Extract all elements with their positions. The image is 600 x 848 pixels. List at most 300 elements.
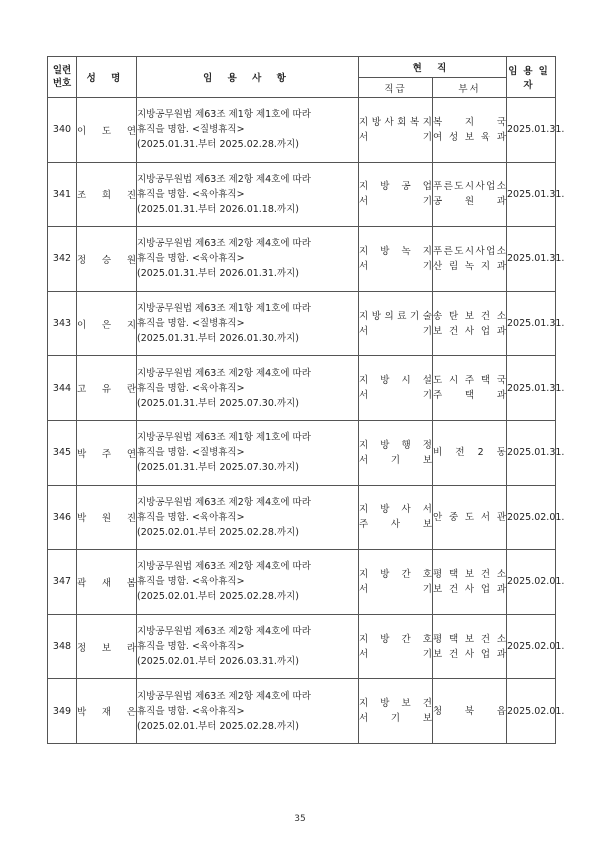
person-name-char: 원 — [101, 513, 112, 525]
current-rank — [359, 614, 433, 679]
department-line-char: 산 — [433, 260, 443, 272]
serial-number: 341 — [48, 162, 77, 227]
rank-line-char: 의 — [384, 310, 394, 322]
appointment-line: 휴직을 명함. <육아휴직> — [137, 576, 245, 588]
rank-line — [359, 373, 432, 388]
appointment-line: 지방공무원법 제63조 제2항 제4호에 따라 — [137, 690, 311, 702]
appointment-line: (2025.02.01.부터 2025.02.28.까지) — [137, 591, 299, 603]
department-line-char: 소 — [496, 181, 506, 193]
rank-line-char: 지 — [422, 116, 432, 128]
department-line — [433, 244, 506, 259]
department-line — [433, 179, 506, 194]
current-department — [433, 420, 507, 485]
department-line-char: 른 — [443, 245, 453, 257]
person-name-char: 은 — [126, 707, 136, 719]
appointment-details — [137, 291, 359, 356]
rank-line-char: 방 — [371, 310, 381, 322]
person-name-char: 연 — [126, 125, 136, 137]
appointment-line: (2025.02.01.부터 2025.02.28.까지) — [137, 526, 299, 538]
department-line-char: 건 — [448, 583, 459, 595]
department-line-char: 복 — [433, 116, 443, 128]
rank-line-char: 서 — [359, 648, 369, 660]
department-line-char: 보 — [433, 583, 443, 595]
serial-number: 349 — [48, 679, 77, 744]
rank-line-char: 방 — [380, 245, 390, 257]
department-line-char: 업 — [480, 583, 491, 595]
page-number: 35 — [294, 814, 306, 824]
department-line-char: 2 — [477, 447, 484, 459]
department-line-char: 과 — [496, 260, 506, 272]
rank-line-char: 사 — [401, 504, 411, 516]
department-line — [433, 309, 506, 324]
rank-line-char: 방 — [380, 504, 390, 516]
appointment-line: 지방공무원법 제63조 제2항 제4호에 따라 — [137, 561, 311, 573]
department-line — [433, 194, 506, 209]
rank-line-char: 보 — [422, 713, 432, 725]
department-line-char: 업 — [486, 181, 496, 193]
header-rank: 직급 — [359, 78, 433, 98]
table-row — [48, 291, 556, 356]
person-name — [77, 614, 137, 679]
rank-line-char: 지 — [359, 633, 369, 645]
person-name-text — [77, 123, 136, 137]
header-name: 성 명 — [77, 57, 137, 98]
person-name-char: 박 — [77, 513, 87, 525]
department-line — [433, 647, 506, 662]
current-department — [433, 162, 507, 227]
department-line-char: 비 — [433, 447, 443, 459]
department-line — [433, 130, 506, 145]
rank-line-char: 기 — [410, 310, 420, 322]
header-current-position: 현 직 — [359, 57, 507, 78]
person-name-char: 진 — [126, 190, 136, 202]
rank-line-char: 호 — [422, 633, 432, 645]
department-line-char: 과 — [496, 196, 506, 208]
appointment-line: 지방공무원법 제63조 제2항 제4호에 따라 — [137, 173, 311, 185]
department-line — [433, 567, 506, 582]
rank-line-char: 간 — [401, 568, 411, 580]
rank-line — [359, 130, 432, 145]
department-line-char: 과 — [496, 648, 506, 660]
current-rank — [359, 679, 433, 744]
rank-line — [359, 438, 432, 453]
department-line-char: 지 — [480, 260, 491, 272]
department-line-char: 소 — [496, 310, 506, 322]
table-row — [48, 420, 556, 485]
person-name-char: 이 — [77, 125, 87, 137]
person-name-text — [77, 187, 136, 201]
appointment-date: 2025.01.31. — [507, 162, 556, 227]
department-line-char: 사 — [475, 181, 485, 193]
appointment-date: 2025.02.01. — [507, 614, 556, 679]
department-line-char: 도 — [433, 375, 443, 387]
appointment-date: 2025.01.31. — [507, 227, 556, 292]
rank-line — [359, 517, 432, 532]
rank-line-char: 기 — [422, 325, 432, 337]
person-name-char: 진 — [126, 513, 136, 525]
department-line-char: 읍 — [496, 705, 506, 717]
department-line-char: 택 — [448, 633, 459, 645]
current-rank — [359, 227, 433, 292]
department-line — [433, 373, 506, 388]
appointment-line: (2025.01.31.부터 2025.02.28.까지) — [137, 139, 299, 151]
serial-number: 343 — [48, 291, 77, 356]
department-line-char: 송 — [433, 310, 443, 322]
rank-line — [359, 453, 432, 468]
department-line-char: 림 — [448, 260, 459, 272]
person-name-char: 봄 — [126, 577, 136, 589]
appointment-line: (2025.01.31.부터 2026.01.30.까지) — [137, 333, 299, 345]
rank-line-char: 지 — [359, 504, 369, 516]
table-row — [48, 550, 556, 615]
rank-line-char: 보 — [422, 519, 432, 531]
department-line-char: 푸 — [433, 245, 443, 257]
rank-line-char: 정 — [422, 439, 432, 451]
department-line-char: 북 — [464, 705, 475, 717]
department-line-char: 청 — [433, 705, 443, 717]
person-name — [77, 550, 137, 615]
appointment-table — [47, 56, 565, 744]
department-line-char: 사 — [464, 583, 475, 595]
rank-line-char: 기 — [390, 713, 401, 725]
appointment-date: 2025.02.01. — [507, 485, 556, 550]
person-name-char: 조 — [77, 190, 87, 202]
table-row — [48, 162, 556, 227]
current-rank — [359, 550, 433, 615]
appointment-date: 2025.02.01. — [507, 679, 556, 744]
rank-line — [359, 115, 432, 130]
department-line — [433, 115, 506, 130]
department-line-char: 평 — [433, 633, 443, 645]
rank-line — [359, 632, 432, 647]
serial-number: 342 — [48, 227, 77, 292]
department-line-char: 국 — [496, 116, 506, 128]
appointment-line: (2025.01.31.부터 2025.07.30.까지) — [137, 397, 299, 409]
current-department — [433, 485, 507, 550]
department-line-char: 른 — [443, 181, 453, 193]
rank-line-char: 방 — [380, 181, 390, 193]
table-row — [48, 98, 556, 163]
rank-line-char: 기 — [422, 583, 432, 595]
rank-line-char: 시 — [401, 375, 411, 387]
rank-line-char: 회 — [397, 116, 407, 128]
department-line-char: 소 — [496, 568, 506, 580]
rank-line — [359, 502, 432, 517]
department-line-char: 보 — [464, 131, 475, 143]
rank-line-char: 지 — [359, 310, 369, 322]
current-department — [433, 227, 507, 292]
person-name-char: 고 — [77, 384, 87, 396]
person-name-text — [77, 640, 136, 654]
person-name-text — [77, 381, 136, 395]
rank-line-char: 서 — [359, 454, 369, 466]
current-department — [433, 679, 507, 744]
rank-line-char: 지 — [359, 698, 369, 710]
rank-line-char: 서 — [359, 196, 369, 208]
rank-line-char: 간 — [401, 633, 411, 645]
department-line-char: 건 — [480, 568, 491, 580]
appointment-line: 지방공무원법 제63조 제2항 제4호에 따라 — [137, 367, 311, 379]
appointment-details — [137, 614, 359, 679]
department-line-char: 도 — [454, 181, 464, 193]
appointment-details — [137, 420, 359, 485]
department-line-char: 시 — [464, 245, 475, 257]
rank-line-char: 호 — [422, 568, 432, 580]
rank-line-char: 서 — [359, 325, 369, 337]
rank-line-char: 지 — [422, 245, 432, 257]
rank-line — [359, 582, 432, 597]
rank-line — [359, 696, 432, 711]
person-name-char: 재 — [101, 707, 112, 719]
appointment-line: 휴직을 명함. <육아휴직> — [137, 253, 245, 265]
department-line — [433, 704, 506, 719]
appointment-line: (2025.01.31.부터 2025.07.30.까지) — [137, 462, 299, 474]
rank-line-char: 서 — [359, 583, 369, 595]
current-department — [433, 291, 507, 356]
department-line-char: 성 — [448, 131, 459, 143]
department-line-char: 여 — [433, 131, 443, 143]
appointment-line: 휴직을 명함. <질병휴직> — [137, 447, 245, 459]
person-name-char: 이 — [77, 319, 87, 331]
person-name-char: 은 — [101, 319, 112, 331]
department-line-char: 사 — [464, 325, 475, 337]
person-name-char: 보 — [101, 642, 112, 654]
rank-line-char: 설 — [422, 375, 432, 387]
appointment-line: 휴직을 명함. <육아휴직> — [137, 511, 245, 523]
department-line-char: 보 — [433, 648, 443, 660]
rank-line-char: 기 — [422, 648, 432, 660]
rank-line-char: 서 — [359, 131, 369, 143]
appointment-line: 휴직을 명함. <육아휴직> — [137, 705, 245, 717]
appointment-line: (2025.01.31.부터 2026.01.18.까지) — [137, 203, 299, 215]
appointment-line: 지방공무원법 제63조 제2항 제4호에 따라 — [137, 496, 311, 508]
rank-line-char: 방 — [380, 698, 390, 710]
header-serial-no-line1: 일련 — [52, 65, 72, 76]
person-name-char: 곽 — [77, 577, 87, 589]
appointment-date: 2025.01.31. — [507, 356, 556, 421]
rank-line-char: 주 — [359, 519, 369, 531]
appointment-line: (2025.01.31.부터 2026.01.31.까지) — [137, 268, 299, 280]
current-rank — [359, 291, 433, 356]
department-line-char: 소 — [496, 245, 506, 257]
header-appointment-date: 임용일자 — [507, 57, 556, 98]
table-row — [48, 356, 556, 421]
appointment-details — [137, 98, 359, 163]
rank-line-char: 방 — [380, 439, 390, 451]
department-line-char: 평 — [433, 568, 443, 580]
rank-line-char: 방 — [380, 568, 390, 580]
department-line — [433, 388, 506, 403]
rank-line-char: 서 — [422, 504, 432, 516]
department-line-char: 택 — [480, 375, 491, 387]
rank-line-char: 기 — [422, 390, 432, 402]
person-name-char: 희 — [101, 190, 112, 202]
department-line — [433, 324, 506, 339]
person-name-char: 주 — [101, 448, 112, 460]
department-line-char: 택 — [464, 390, 475, 402]
appointment-line: 지방공무원법 제63조 제1항 제1호에 따라 — [137, 303, 311, 315]
department-line-char: 과 — [496, 583, 506, 595]
appointment-line: 휴직을 명함. <육아휴직> — [137, 641, 245, 653]
rank-line-char: 지 — [359, 439, 369, 451]
department-line-char: 서 — [480, 511, 491, 523]
department-line-char: 전 — [455, 447, 465, 459]
rank-line-char: 복 — [410, 116, 420, 128]
table-row — [48, 485, 556, 550]
appointment-line: 지방공무원법 제63조 제1항 제1호에 따라 — [137, 109, 311, 121]
rank-line-char: 공 — [401, 181, 411, 193]
header-appointment: 임 용 사 항 — [137, 57, 359, 98]
person-name — [77, 485, 137, 550]
department-line-char: 지 — [464, 116, 475, 128]
serial-number: 340 — [48, 98, 77, 163]
department-line-char: 보 — [433, 325, 443, 337]
appointment-date: 2025.01.31. — [507, 291, 556, 356]
rank-line-char: 방 — [371, 116, 381, 128]
person-name — [77, 291, 137, 356]
rank-line-char: 건 — [422, 698, 432, 710]
appointment-date: 2025.01.31. — [507, 98, 556, 163]
rank-line — [359, 259, 432, 274]
person-name-char: 박 — [77, 448, 87, 460]
table-row — [48, 227, 556, 292]
rank-line-char: 기 — [422, 260, 432, 272]
appointment-line: 휴직을 명함. <질병휴직> — [137, 318, 245, 330]
current-rank — [359, 98, 433, 163]
rank-line-char: 기 — [390, 454, 401, 466]
department-line-char: 과 — [496, 131, 506, 143]
appointment-date: 2025.01.31. — [507, 420, 556, 485]
rank-line-char: 지 — [359, 116, 369, 128]
rank-line — [359, 244, 432, 259]
appointment-details — [137, 356, 359, 421]
person-name-text — [77, 575, 136, 589]
rank-line-char: 료 — [397, 310, 407, 322]
rank-line-char: 기 — [422, 196, 432, 208]
department-line-char: 관 — [496, 511, 506, 523]
rank-line — [359, 309, 432, 324]
rank-line-char: 녹 — [401, 245, 411, 257]
department-line-char: 주 — [464, 375, 475, 387]
person-name-text — [77, 446, 136, 460]
appointment-line: 휴직을 명함. <육아휴직> — [137, 382, 245, 394]
serial-number: 345 — [48, 420, 77, 485]
department-line-char: 도 — [464, 511, 475, 523]
person-name — [77, 227, 137, 292]
appointment-line: 지방공무원법 제63조 제2항 제4호에 따라 — [137, 238, 311, 250]
rank-line — [359, 179, 432, 194]
department-line — [433, 445, 506, 460]
rank-line — [359, 324, 432, 339]
appointment-details — [137, 162, 359, 227]
person-name-text — [77, 510, 136, 524]
department-line-char: 건 — [480, 310, 491, 322]
rank-line-char: 행 — [401, 439, 411, 451]
person-name-char: 유 — [101, 384, 112, 396]
department-line-char: 동 — [496, 447, 506, 459]
department-line-char: 보 — [464, 633, 475, 645]
rank-line — [359, 647, 432, 662]
header-department: 부서 — [433, 78, 507, 98]
department-line-char: 육 — [480, 131, 491, 143]
serial-number: 348 — [48, 614, 77, 679]
department-line-char: 건 — [448, 325, 459, 337]
appointment-line: 지방공무원법 제63조 제2항 제4호에 따라 — [137, 626, 311, 638]
department-line — [433, 632, 506, 647]
person-name-char: 지 — [126, 319, 136, 331]
department-line-char: 과 — [496, 390, 506, 402]
serial-number: 346 — [48, 485, 77, 550]
serial-number: 344 — [48, 356, 77, 421]
current-rank — [359, 420, 433, 485]
current-department — [433, 356, 507, 421]
department-line-char: 보 — [464, 568, 475, 580]
department-line-char: 과 — [496, 325, 506, 337]
header-serial-no — [48, 57, 77, 98]
appointment-line: 휴직을 명함. <육아휴직> — [137, 188, 245, 200]
table-body — [48, 98, 565, 744]
person-name — [77, 356, 137, 421]
person-name-char: 원 — [126, 254, 136, 266]
department-line-char: 안 — [433, 511, 443, 523]
department-line-char: 원 — [464, 196, 475, 208]
rank-line-char: 사 — [390, 519, 401, 531]
rank-line-char: 사 — [384, 116, 394, 128]
person-name-char: 승 — [101, 254, 112, 266]
rank-line-char: 지 — [359, 245, 369, 257]
rank-line-char: 보 — [401, 698, 411, 710]
department-line-char: 건 — [448, 648, 459, 660]
department-line — [433, 582, 506, 597]
rank-line-char: 서 — [359, 713, 369, 725]
rank-line-char: 지 — [359, 568, 369, 580]
rank-line-char: 기 — [422, 131, 432, 143]
appointment-details — [137, 550, 359, 615]
department-line-char: 사 — [475, 245, 485, 257]
rank-line-char: 지 — [359, 375, 369, 387]
person-name-char: 란 — [126, 384, 136, 396]
appointment-details — [137, 679, 359, 744]
department-line-char: 업 — [480, 325, 491, 337]
person-name-char: 연 — [126, 448, 136, 460]
person-name-text — [77, 704, 136, 718]
rank-line-char: 지 — [359, 181, 369, 193]
department-line-char: 녹 — [464, 260, 475, 272]
rank-line-char: 서 — [359, 390, 369, 402]
department-line-char: 국 — [496, 375, 506, 387]
department-line — [433, 510, 506, 525]
appointment-line: (2025.02.01.부터 2025.02.28.까지) — [137, 720, 299, 732]
department-line-char: 공 — [433, 196, 443, 208]
department-line-char: 탄 — [448, 310, 459, 322]
current-department — [433, 98, 507, 163]
serial-number: 347 — [48, 550, 77, 615]
person-name-char: 정 — [77, 254, 87, 266]
rank-line-char: 서 — [359, 260, 369, 272]
department-line-char: 건 — [480, 633, 491, 645]
department-line — [433, 259, 506, 274]
current-rank — [359, 485, 433, 550]
person-name — [77, 162, 137, 227]
appointment-details — [137, 227, 359, 292]
current-rank — [359, 162, 433, 227]
person-name-char: 도 — [101, 125, 112, 137]
department-line-char: 소 — [496, 633, 506, 645]
table-row — [48, 614, 556, 679]
person-name — [77, 98, 137, 163]
person-name-char: 정 — [77, 642, 87, 654]
department-line-char: 주 — [433, 390, 443, 402]
